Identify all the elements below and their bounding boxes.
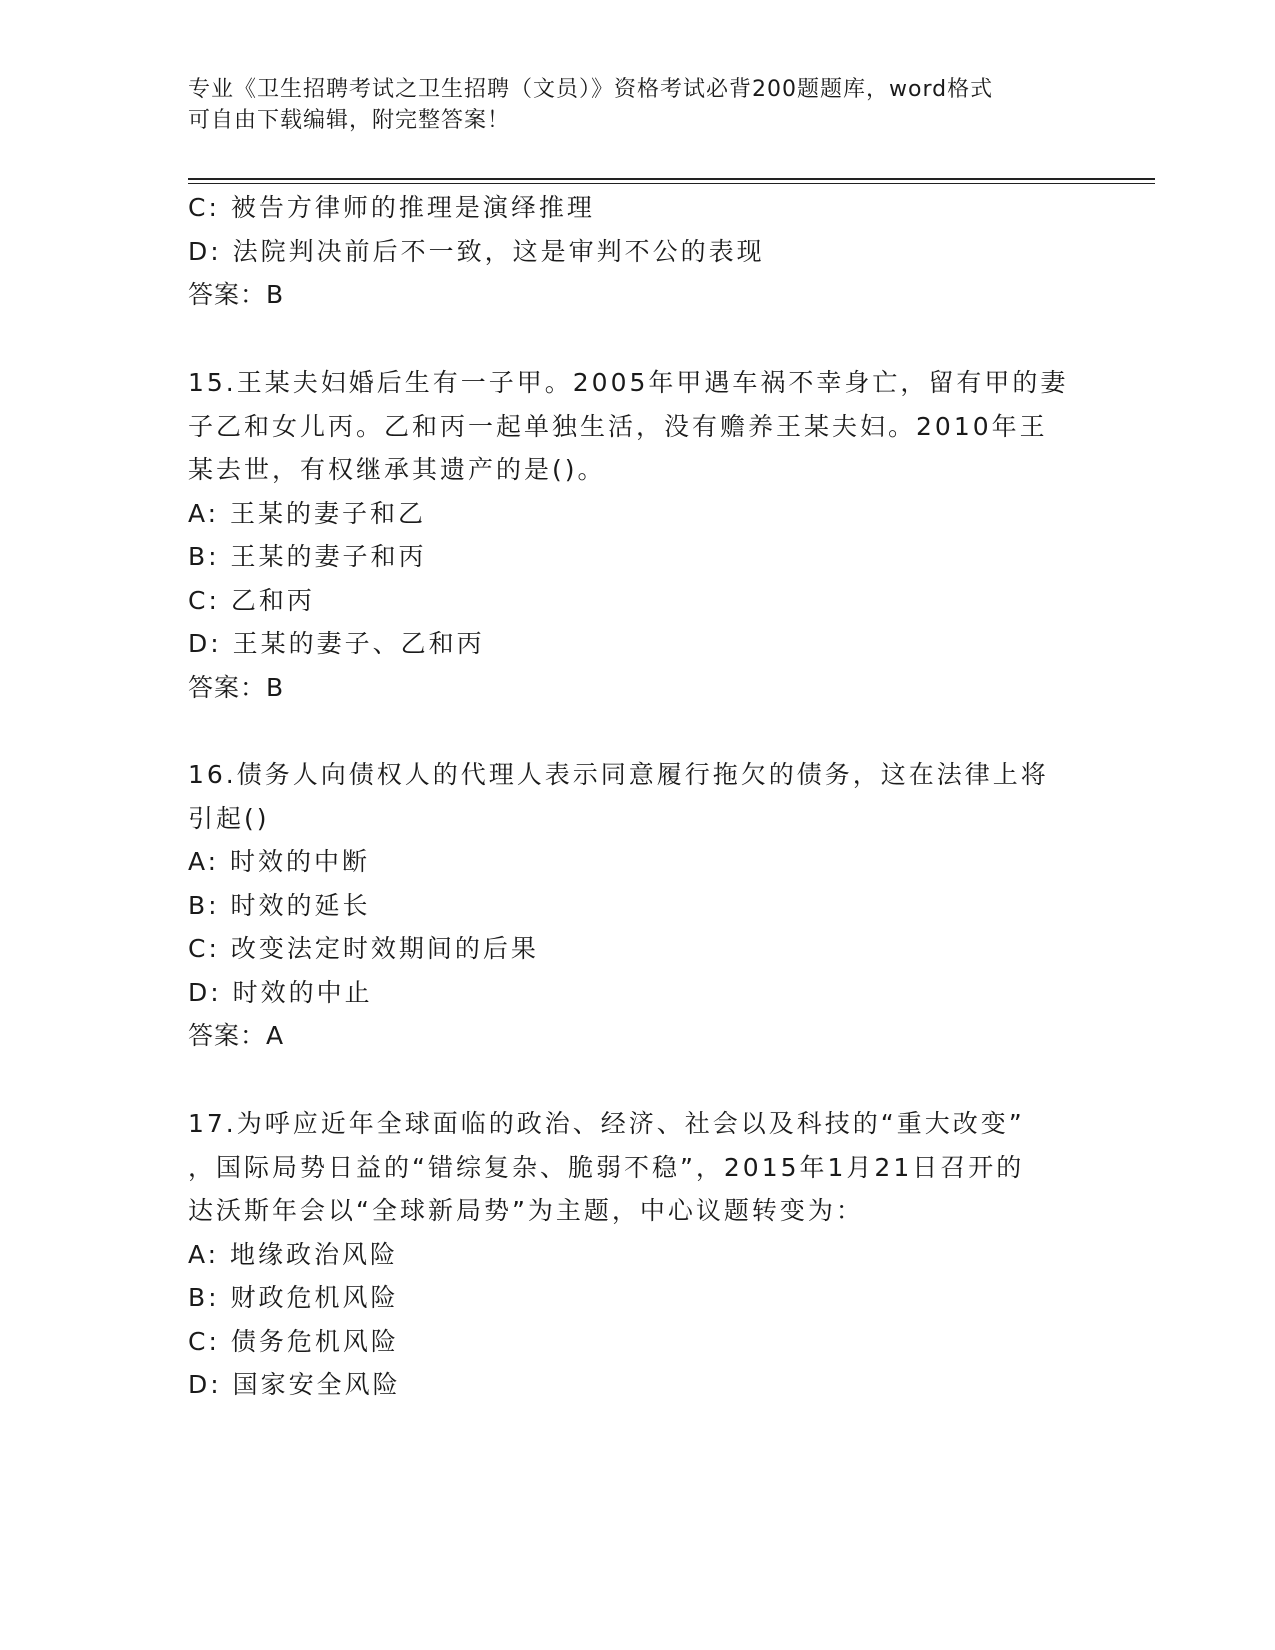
header-divider-thick <box>188 178 1155 180</box>
q15-answer: 答案：B <box>188 673 285 702</box>
q16-answer: 答案：A <box>188 1021 285 1050</box>
q17-stem-line-2: ，国际局势日益的“错综复杂、脆弱不稳”，2015年1月21日召开的 <box>188 1153 1025 1182</box>
prev-option-d: D: 法院判决前后不一致，这是审判不公的表现 <box>188 237 765 266</box>
q16-option-a: A: 时效的中断 <box>188 847 371 876</box>
q17-option-d: D: 国家安全风险 <box>188 1370 401 1399</box>
q16-stem-line-2: 引起() <box>188 804 270 833</box>
q17-stem-line-1: 17.为呼应近年全球面临的政治、经济、社会以及科技的“重大改变” <box>188 1109 1025 1138</box>
q15-stem-line-1: 15.王某夫妇婚后生有一子甲。2005年甲遇车祸不幸身亡，留有甲的妻 <box>188 368 1069 397</box>
q16-option-b: B: 时效的延长 <box>188 891 371 920</box>
prev-answer: 答案：B <box>188 280 285 309</box>
q15-stem-line-2: 子乙和女儿丙。乙和丙一起单独生活，没有赡养王某夫妇。2010年王 <box>188 412 1048 441</box>
q15-stem-line-3: 某去世，有权继承其遗产的是()。 <box>188 455 606 484</box>
q17-option-b: B: 财政危机风险 <box>188 1283 399 1312</box>
q15-option-a: A: 王某的妻子和乙 <box>188 499 427 528</box>
header-line-2: 可自由下载编辑，附完整答案！ <box>188 108 511 133</box>
q17-stem-line-3: 达沃斯年会以“全球新局势”为主题，中心议题转变为： <box>188 1196 864 1225</box>
prev-option-c: C: 被告方律师的推理是演绎推理 <box>188 193 595 222</box>
q17-option-a: A: 地缘政治风险 <box>188 1240 399 1269</box>
q16-option-c: C: 改变法定时效期间的后果 <box>188 934 539 963</box>
q16-stem-line-1: 16.债务人向债权人的代理人表示同意履行拖欠的债务，这在法律上将 <box>188 760 1049 789</box>
q15-option-c: C: 乙和丙 <box>188 586 315 615</box>
q17-option-c: C: 债务危机风险 <box>188 1327 399 1356</box>
header-divider-thin <box>188 183 1155 184</box>
document-header <box>188 74 1088 136</box>
header-line-1: 专业《卫生招聘考试之卫生招聘（文员）》资格考试必背200题题库，word格式 <box>188 77 994 102</box>
q15-option-b: B: 王某的妻子和丙 <box>188 542 427 571</box>
q16-option-d: D: 时效的中止 <box>188 978 373 1007</box>
q15-option-d: D: 王某的妻子、乙和丙 <box>188 629 485 658</box>
